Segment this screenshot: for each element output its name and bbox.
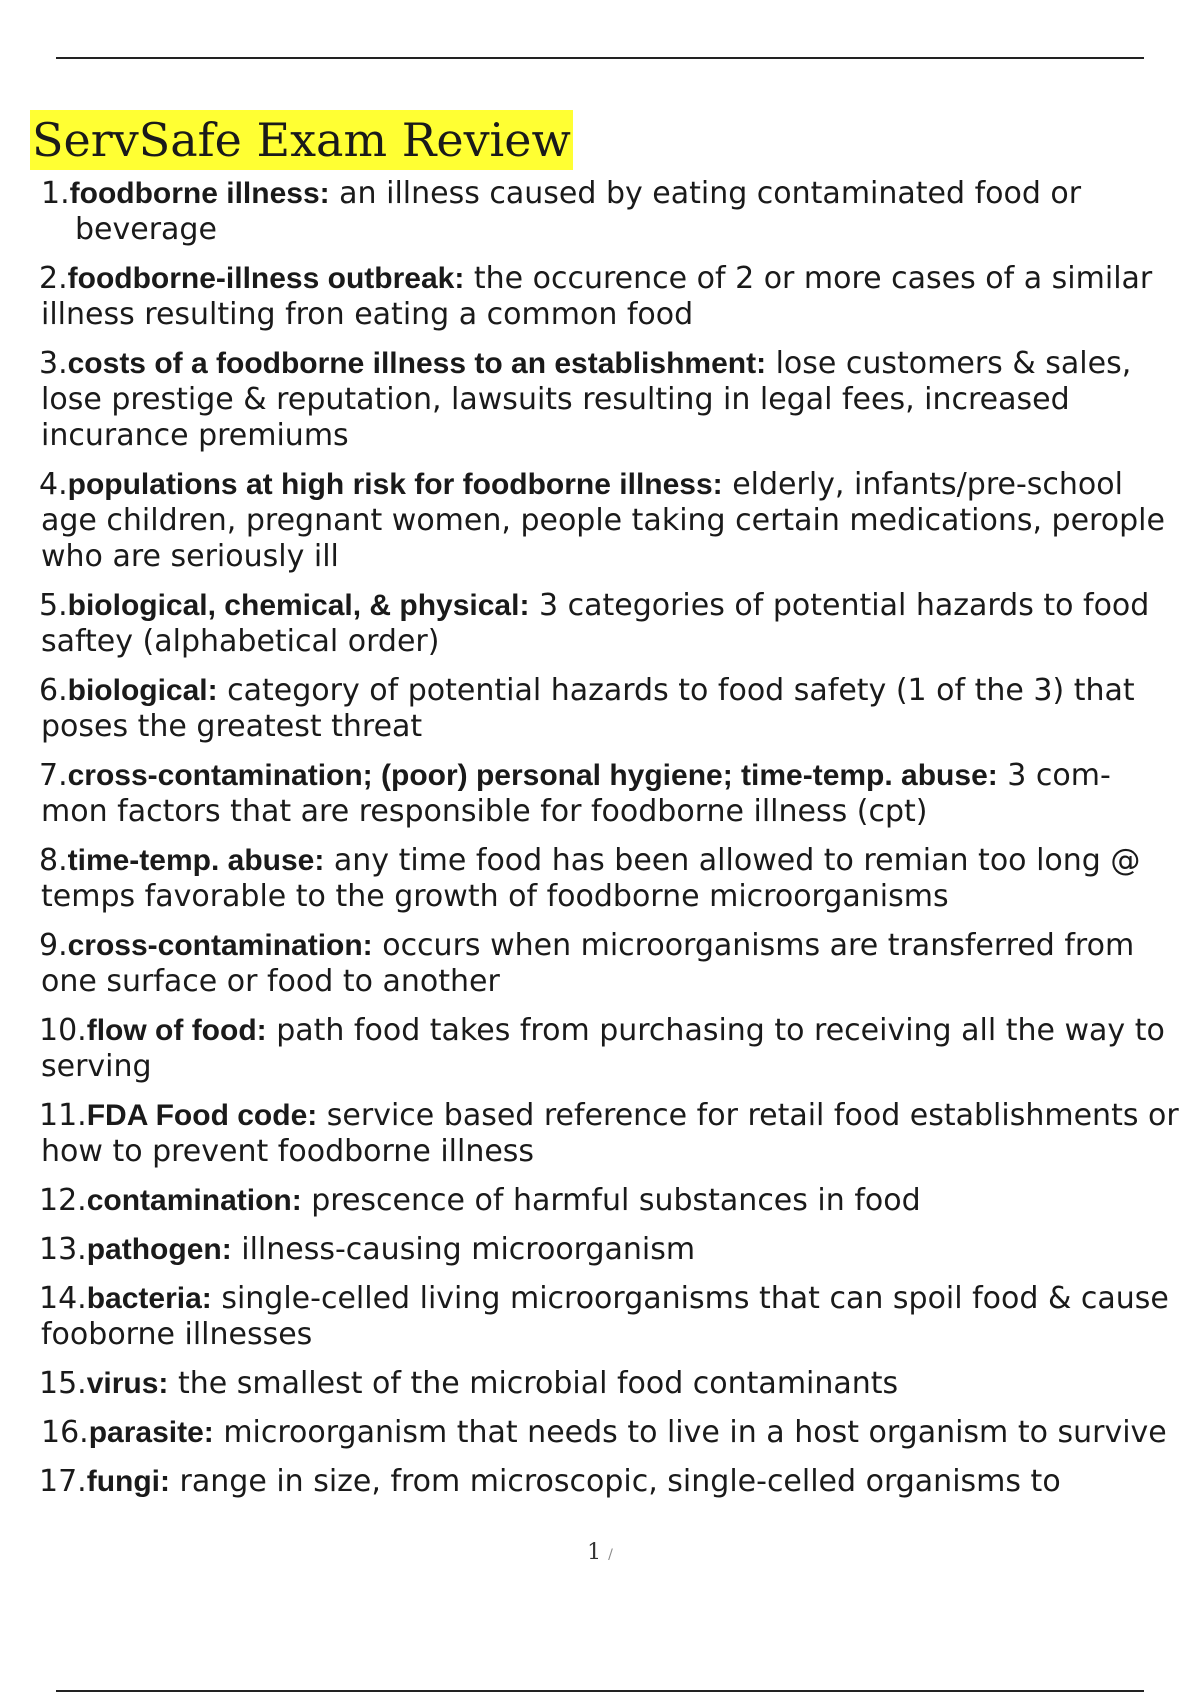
definition: 3 categories of potential hazards to food saftey (alphabetical order) — [41, 588, 1150, 659]
list-item: 5.biological, chemical, & physical: 3 categories of potential hazards to food saftey (alphabetical order) — [39, 588, 1150, 659]
definition: microorganism that needs to live in a host organism to survive — [213, 1415, 1167, 1450]
term: cross-contamination; (poor) personal hygiene; time-temp. abuse: — [67, 759, 998, 792]
definition: illness-causing microorganism — [231, 1232, 696, 1267]
definition: elderly, infants/pre-school age children, pregnant women, people taking certain medications, perople who are seriously ill — [41, 467, 1165, 574]
list-item: 1.foodborne illness: an illness caused by eating contaminated food or beverage — [41, 176, 1082, 247]
term: flow of food: — [86, 1014, 267, 1047]
page-title: ServSafe Exam Review — [32, 113, 571, 167]
list-item: 14.bacteria: single-celled living microorganisms that can spoil food & cause fooborne illnesses — [39, 1281, 1169, 1352]
term: parasite: — [88, 1416, 214, 1449]
page-separator: / — [608, 1547, 613, 1563]
top-rule — [56, 57, 1144, 59]
term: FDA Food code: — [86, 1099, 318, 1132]
list-item: 17.fungi: range in size, from microscopic, single-celled organisms to — [39, 1464, 1061, 1499]
definition: any time food has been allowed to remian too long @ temps favorable to the growth of foodborne microorganisms — [41, 843, 1141, 914]
list-item: 2.foodborne-illness outbreak: the occurence of 2 or more cases of a similar illness resulting fron eating a common food — [39, 261, 1153, 332]
term: foodborne-illness outbreak: — [67, 262, 465, 295]
list-item: 4.populations at high risk for foodborne illness: elderly, infants/pre-school age children, pregnant women, people taking certain medications, perople who are seriously ill — [39, 467, 1165, 574]
term: foodborne illness: — [69, 177, 330, 210]
list-item: 8.time-temp. abuse: any time food has been allowed to remian too long @ temps favorable to the growth of foodborne microorganisms — [39, 843, 1141, 914]
list-item: 13.pathogen: illness-causing microorganism — [39, 1232, 696, 1267]
title-highlight — [30, 110, 573, 170]
term: cross-contamination: — [67, 929, 373, 962]
term: virus: — [86, 1367, 169, 1400]
term: contamination: — [86, 1184, 302, 1217]
term: biological: — [67, 674, 218, 707]
list-item: 7.cross-contamination; (poor) personal hygiene; time-temp. abuse: 3 com- mon factors that are responsible for foodborne illness (cpt) — [39, 758, 1111, 829]
definition: prescence of harmful substances in food — [301, 1183, 921, 1218]
definition: single-celled living microorganisms that can spoil food & cause fooborne illnesses — [41, 1281, 1169, 1352]
term: fungi: — [86, 1465, 171, 1498]
bottom-rule — [56, 1690, 1144, 1692]
definition: the smallest of the microbial food contaminants — [168, 1366, 899, 1401]
list-item: 15.virus: the smallest of the microbial food contaminants — [39, 1366, 899, 1401]
term: pathogen: — [86, 1233, 232, 1266]
term: bacteria: — [86, 1282, 212, 1315]
definition: occurs when microorganisms are transferred from one surface or food to another — [41, 928, 1135, 999]
term: biological, chemical, & physical: — [67, 589, 530, 622]
list-item: 16.parasite: microorganism that needs to live in a host organism to survive — [41, 1415, 1167, 1450]
list-item: 11.FDA Food code: service based reference for retail food establishments or how to prevent foodborne illness — [39, 1098, 1179, 1169]
definition-list — [41, 176, 1181, 1513]
list-item: 6.biological: category of potential hazards to food safety (1 of the 3) that poses the greatest threat — [39, 673, 1135, 744]
definition: an illness caused by eating contaminated food or beverage — [75, 176, 1082, 247]
page-number-value: 1 — [587, 1540, 602, 1565]
list-item: 10.flow of food: path food takes from purchasing to receiving all the way to serving — [39, 1013, 1165, 1084]
list-item: 3.costs of a foodborne illness to an establishment: lose customers & sales, lose prestige & reputation, lawsuits resulting in legal fees, increased incurance premiums — [39, 346, 1132, 453]
page-number — [0, 1540, 1200, 1565]
definition: 3 com- mon factors that are responsible for foodborne illness (cpt) — [41, 758, 1111, 829]
definition: lose customers & sales, lose prestige & reputation, lawsuits resulting in legal fees, increased incurance premiums — [41, 346, 1132, 453]
definition: service based reference for retail food establishments or how to prevent foodborne illness — [41, 1098, 1179, 1169]
definition: range in size, from microscopic, single-celled organisms to — [170, 1464, 1061, 1499]
term: time-temp. abuse: — [67, 844, 325, 877]
list-item: 9.cross-contamination: occurs when microorganisms are transferred from one surface or food to another — [39, 928, 1135, 999]
definition: the occurence of 2 or more cases of a similar illness resulting fron eating a common food — [41, 261, 1153, 332]
definition: category of potential hazards to food safety (1 of the 3) that poses the greatest threat — [41, 673, 1135, 744]
term: costs of a foodborne illness to an establishment: — [67, 347, 767, 380]
term: populations at high risk for foodborne illness: — [67, 468, 723, 501]
list-item: 12.contamination: prescence of harmful substances in food — [39, 1183, 921, 1218]
definition: path food takes from purchasing to receiving all the way to serving — [41, 1013, 1165, 1084]
